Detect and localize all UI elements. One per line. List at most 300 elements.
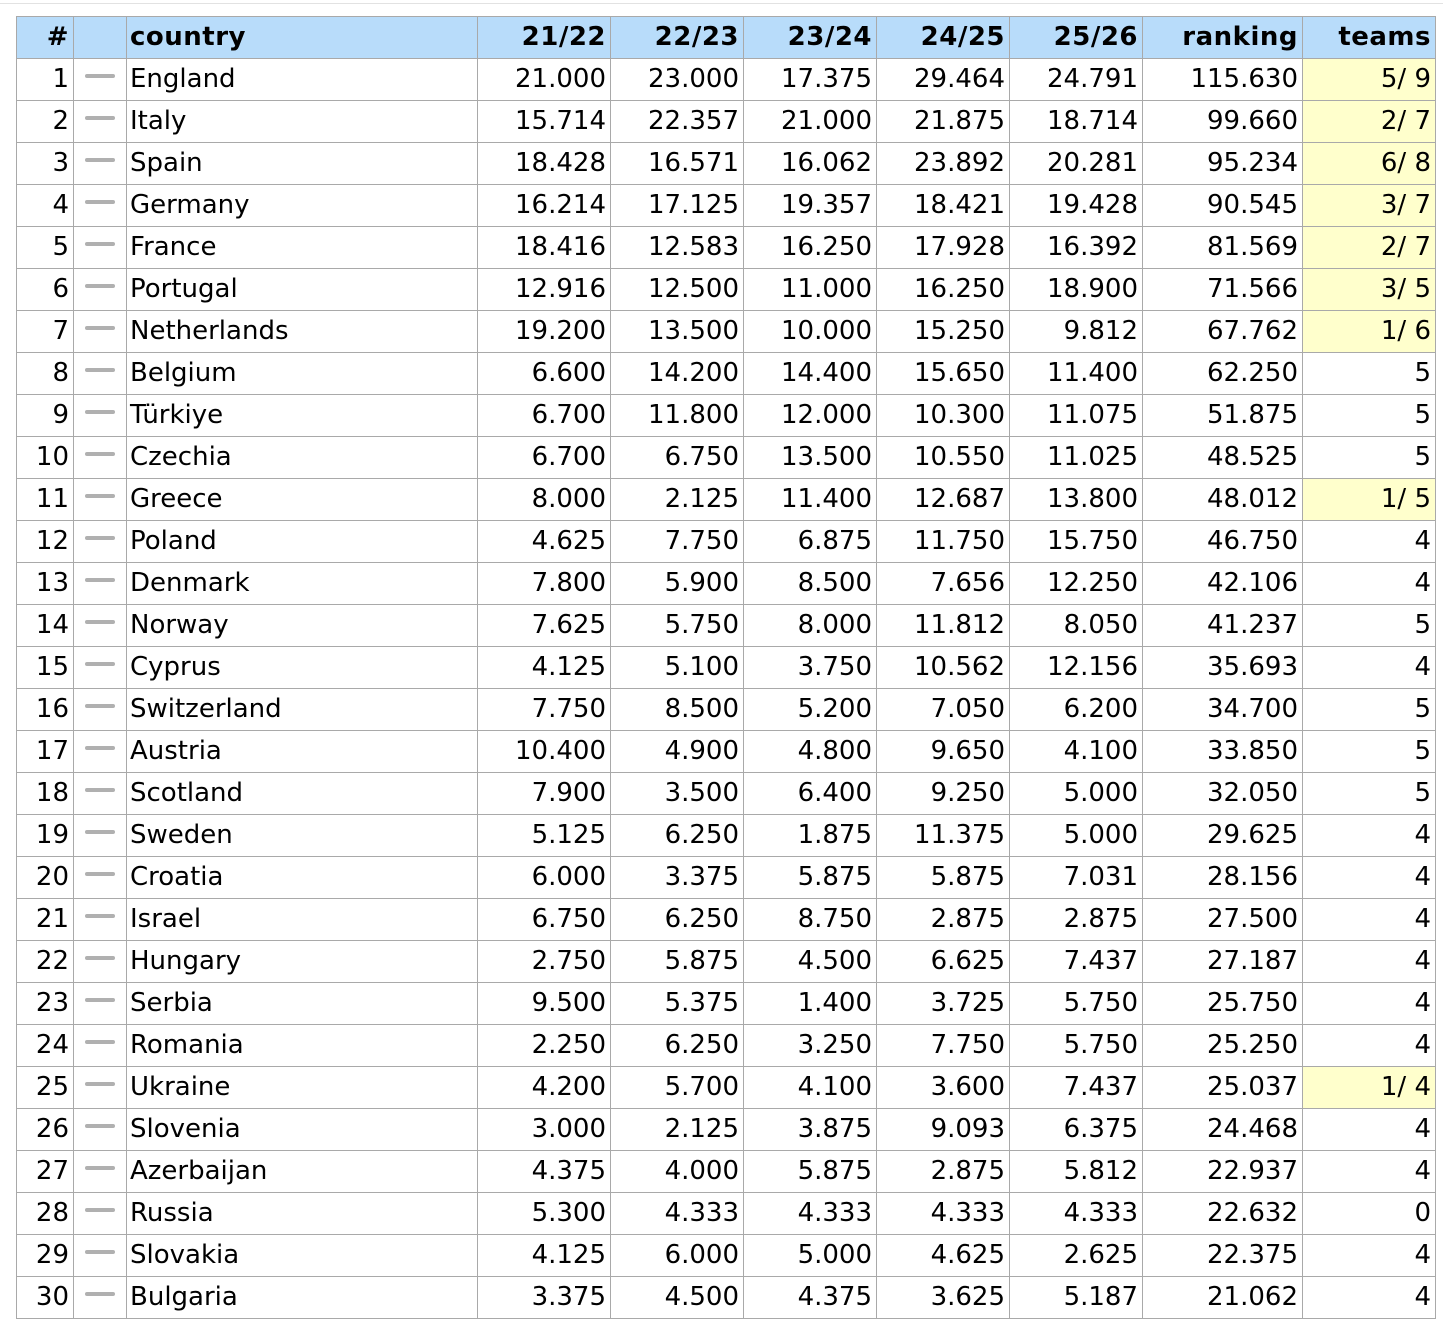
rank-cell: 4 xyxy=(17,185,74,227)
rank-cell: 1 xyxy=(17,59,74,101)
country-name: Hungary xyxy=(127,941,478,983)
season-2223-points: 5.875 xyxy=(611,941,744,983)
season-2324-points: 8.750 xyxy=(744,899,877,941)
country-name: Türkiye xyxy=(127,395,478,437)
season-2122-points: 3.375 xyxy=(478,1277,611,1319)
season-2223-points: 6.250 xyxy=(611,899,744,941)
season-2425-points: 11.375 xyxy=(877,815,1010,857)
country-name: Cyprus xyxy=(127,647,478,689)
table-row xyxy=(17,437,1436,479)
ranking-points: 115.630 xyxy=(1143,59,1303,101)
rank-cell: 7 xyxy=(17,311,74,353)
season-2122-points: 10.400 xyxy=(478,731,611,773)
country-name: Ukraine xyxy=(127,1067,478,1109)
table-row xyxy=(17,899,1436,941)
country-name: Spain xyxy=(127,143,478,185)
season-2526-points: 9.812 xyxy=(1010,311,1143,353)
season-2122-points: 9.500 xyxy=(478,983,611,1025)
season-2425-points: 9.250 xyxy=(877,773,1010,815)
season-2223-points: 5.900 xyxy=(611,563,744,605)
season-2122-points: 6.750 xyxy=(478,899,611,941)
season-2223-points: 4.900 xyxy=(611,731,744,773)
season-2324-points: 19.357 xyxy=(744,185,877,227)
season-2425-points: 16.250 xyxy=(877,269,1010,311)
trend-cell xyxy=(74,815,127,857)
season-2122-points: 18.416 xyxy=(478,227,611,269)
no-change-dash-icon xyxy=(85,914,115,918)
country-name: Slovakia xyxy=(127,1235,478,1277)
trend-cell xyxy=(74,353,127,395)
season-2122-points: 12.916 xyxy=(478,269,611,311)
season-2122-points: 5.125 xyxy=(478,815,611,857)
season-2223-points: 12.500 xyxy=(611,269,744,311)
season-2324-points: 3.875 xyxy=(744,1109,877,1151)
no-change-dash-icon xyxy=(85,578,115,582)
country-name: Serbia xyxy=(127,983,478,1025)
season-2223-points: 3.375 xyxy=(611,857,744,899)
col-header-season-2526[interactable]: 25/26 xyxy=(1010,17,1143,59)
season-2122-points: 4.375 xyxy=(478,1151,611,1193)
no-change-dash-icon xyxy=(85,494,115,498)
rank-cell: 14 xyxy=(17,605,74,647)
table-row xyxy=(17,269,1436,311)
country-ranking-table xyxy=(16,16,1436,1319)
rank-cell: 2 xyxy=(17,101,74,143)
no-change-dash-icon xyxy=(85,1166,115,1170)
teams-remaining: 4 xyxy=(1303,1277,1436,1319)
season-2324-points: 1.875 xyxy=(744,815,877,857)
season-2223-points: 13.500 xyxy=(611,311,744,353)
no-change-dash-icon xyxy=(85,452,115,456)
col-header-trend xyxy=(74,17,127,59)
season-2324-points: 5.875 xyxy=(744,1151,877,1193)
rank-cell: 19 xyxy=(17,815,74,857)
season-2324-points: 5.000 xyxy=(744,1235,877,1277)
trend-cell xyxy=(74,1025,127,1067)
table-row xyxy=(17,185,1436,227)
no-change-dash-icon xyxy=(85,788,115,792)
table-row xyxy=(17,353,1436,395)
trend-cell xyxy=(74,1235,127,1277)
season-2526-points: 6.375 xyxy=(1010,1109,1143,1151)
teams-remaining: 4 xyxy=(1303,563,1436,605)
teams-remaining: 4 xyxy=(1303,815,1436,857)
season-2526-points: 5.750 xyxy=(1010,1025,1143,1067)
trend-cell xyxy=(74,689,127,731)
trend-cell xyxy=(74,1193,127,1235)
season-2425-points: 9.093 xyxy=(877,1109,1010,1151)
teams-remaining: 4 xyxy=(1303,1235,1436,1277)
no-change-dash-icon xyxy=(85,326,115,330)
teams-remaining: 4 xyxy=(1303,983,1436,1025)
rank-cell: 5 xyxy=(17,227,74,269)
season-2122-points: 2.250 xyxy=(478,1025,611,1067)
season-2223-points: 5.750 xyxy=(611,605,744,647)
no-change-dash-icon xyxy=(85,242,115,246)
season-2425-points: 15.250 xyxy=(877,311,1010,353)
season-2526-points: 11.025 xyxy=(1010,437,1143,479)
season-2223-points: 23.000 xyxy=(611,59,744,101)
season-2526-points: 5.000 xyxy=(1010,773,1143,815)
ranking-points: 34.700 xyxy=(1143,689,1303,731)
table-row xyxy=(17,563,1436,605)
no-change-dash-icon xyxy=(85,1292,115,1296)
season-2122-points: 16.214 xyxy=(478,185,611,227)
teams-remaining: 5 xyxy=(1303,773,1436,815)
rank-cell: 30 xyxy=(17,1277,74,1319)
trend-cell xyxy=(74,101,127,143)
season-2324-points: 12.000 xyxy=(744,395,877,437)
ranking-points: 29.625 xyxy=(1143,815,1303,857)
teams-remaining: 3/ 7 xyxy=(1303,185,1436,227)
teams-remaining: 3/ 5 xyxy=(1303,269,1436,311)
rank-cell: 29 xyxy=(17,1235,74,1277)
ranking-points: 42.106 xyxy=(1143,563,1303,605)
ranking-points: 25.750 xyxy=(1143,983,1303,1025)
country-name: Austria xyxy=(127,731,478,773)
rank-cell: 3 xyxy=(17,143,74,185)
trend-cell xyxy=(74,479,127,521)
season-2324-points: 8.500 xyxy=(744,563,877,605)
teams-remaining: 4 xyxy=(1303,899,1436,941)
col-header-ranking[interactable]: ranking xyxy=(1143,17,1303,59)
table-row xyxy=(17,395,1436,437)
season-2526-points: 19.428 xyxy=(1010,185,1143,227)
season-2526-points: 5.000 xyxy=(1010,815,1143,857)
season-2425-points: 17.928 xyxy=(877,227,1010,269)
ranking-points: 35.693 xyxy=(1143,647,1303,689)
ranking-points: 46.750 xyxy=(1143,521,1303,563)
rank-cell: 23 xyxy=(17,983,74,1025)
season-2526-points: 11.075 xyxy=(1010,395,1143,437)
country-name: Norway xyxy=(127,605,478,647)
trend-cell xyxy=(74,1109,127,1151)
season-2425-points: 2.875 xyxy=(877,899,1010,941)
no-change-dash-icon xyxy=(85,410,115,414)
trend-cell xyxy=(74,899,127,941)
season-2324-points: 4.800 xyxy=(744,731,877,773)
ranking-points: 27.187 xyxy=(1143,941,1303,983)
ranking-points: 22.632 xyxy=(1143,1193,1303,1235)
season-2223-points: 14.200 xyxy=(611,353,744,395)
trend-cell xyxy=(74,143,127,185)
table-row xyxy=(17,815,1436,857)
season-2324-points: 5.200 xyxy=(744,689,877,731)
no-change-dash-icon xyxy=(85,956,115,960)
season-2425-points: 10.562 xyxy=(877,647,1010,689)
rank-cell: 11 xyxy=(17,479,74,521)
season-2425-points: 4.333 xyxy=(877,1193,1010,1235)
table-row xyxy=(17,311,1436,353)
ranking-points: 21.062 xyxy=(1143,1277,1303,1319)
season-2122-points: 3.000 xyxy=(478,1109,611,1151)
ranking-points: 90.545 xyxy=(1143,185,1303,227)
trend-cell xyxy=(74,395,127,437)
season-2526-points: 11.400 xyxy=(1010,353,1143,395)
no-change-dash-icon xyxy=(85,662,115,666)
col-header-rank[interactable]: # xyxy=(17,17,74,59)
ranking-points: 51.875 xyxy=(1143,395,1303,437)
season-2324-points: 3.250 xyxy=(744,1025,877,1067)
trend-cell xyxy=(74,605,127,647)
trend-cell xyxy=(74,59,127,101)
season-2526-points: 15.750 xyxy=(1010,521,1143,563)
season-2324-points: 4.333 xyxy=(744,1193,877,1235)
season-2324-points: 6.875 xyxy=(744,521,877,563)
season-2122-points: 18.428 xyxy=(478,143,611,185)
season-2526-points: 4.333 xyxy=(1010,1193,1143,1235)
country-name: Portugal xyxy=(127,269,478,311)
ranking-points: 25.250 xyxy=(1143,1025,1303,1067)
ranking-points: 62.250 xyxy=(1143,353,1303,395)
season-2324-points: 11.400 xyxy=(744,479,877,521)
trend-cell xyxy=(74,1151,127,1193)
season-2223-points: 5.100 xyxy=(611,647,744,689)
season-2324-points: 4.375 xyxy=(744,1277,877,1319)
season-2223-points: 8.500 xyxy=(611,689,744,731)
teams-remaining: 5 xyxy=(1303,395,1436,437)
country-name: Czechia xyxy=(127,437,478,479)
season-2425-points: 11.750 xyxy=(877,521,1010,563)
table-body xyxy=(17,59,1436,1319)
no-change-dash-icon xyxy=(85,746,115,750)
season-2324-points: 14.400 xyxy=(744,353,877,395)
season-2122-points: 8.000 xyxy=(478,479,611,521)
rank-cell: 8 xyxy=(17,353,74,395)
season-2223-points: 17.125 xyxy=(611,185,744,227)
season-2526-points: 7.437 xyxy=(1010,941,1143,983)
country-name: France xyxy=(127,227,478,269)
season-2122-points: 5.300 xyxy=(478,1193,611,1235)
rank-cell: 21 xyxy=(17,899,74,941)
top-divider xyxy=(0,3,1443,4)
season-2122-points: 15.714 xyxy=(478,101,611,143)
teams-remaining: 6/ 8 xyxy=(1303,143,1436,185)
teams-remaining: 5 xyxy=(1303,353,1436,395)
season-2526-points: 13.800 xyxy=(1010,479,1143,521)
season-2425-points: 6.625 xyxy=(877,941,1010,983)
season-2425-points: 23.892 xyxy=(877,143,1010,185)
season-2324-points: 16.062 xyxy=(744,143,877,185)
country-name: Azerbaijan xyxy=(127,1151,478,1193)
col-header-season-2425[interactable]: 24/25 xyxy=(877,17,1010,59)
country-name: Romania xyxy=(127,1025,478,1067)
season-2526-points: 7.437 xyxy=(1010,1067,1143,1109)
trend-cell xyxy=(74,311,127,353)
season-2122-points: 7.900 xyxy=(478,773,611,815)
season-2526-points: 18.714 xyxy=(1010,101,1143,143)
no-change-dash-icon xyxy=(85,536,115,540)
ranking-points: 22.375 xyxy=(1143,1235,1303,1277)
teams-remaining: 2/ 7 xyxy=(1303,101,1436,143)
no-change-dash-icon xyxy=(85,1040,115,1044)
season-2223-points: 3.500 xyxy=(611,773,744,815)
teams-remaining: 1/ 5 xyxy=(1303,479,1436,521)
season-2526-points: 5.812 xyxy=(1010,1151,1143,1193)
season-2425-points: 29.464 xyxy=(877,59,1010,101)
col-header-country[interactable]: country xyxy=(127,17,478,59)
table-row xyxy=(17,1109,1436,1151)
col-header-season-2324[interactable]: 23/24 xyxy=(744,17,877,59)
teams-remaining: 0 xyxy=(1303,1193,1436,1235)
teams-remaining: 4 xyxy=(1303,1151,1436,1193)
teams-remaining: 5 xyxy=(1303,689,1436,731)
table-row xyxy=(17,647,1436,689)
season-2223-points: 6.250 xyxy=(611,815,744,857)
rank-cell: 28 xyxy=(17,1193,74,1235)
country-name: Belgium xyxy=(127,353,478,395)
season-2324-points: 13.500 xyxy=(744,437,877,479)
season-2425-points: 9.650 xyxy=(877,731,1010,773)
season-2223-points: 5.700 xyxy=(611,1067,744,1109)
ranking-points: 24.468 xyxy=(1143,1109,1303,1151)
season-2223-points: 22.357 xyxy=(611,101,744,143)
country-name: Bulgaria xyxy=(127,1277,478,1319)
no-change-dash-icon xyxy=(85,620,115,624)
teams-remaining: 1/ 4 xyxy=(1303,1067,1436,1109)
trend-cell xyxy=(74,227,127,269)
season-2526-points: 4.100 xyxy=(1010,731,1143,773)
season-2425-points: 11.812 xyxy=(877,605,1010,647)
teams-remaining: 2/ 7 xyxy=(1303,227,1436,269)
no-change-dash-icon xyxy=(85,1208,115,1212)
country-name: Israel xyxy=(127,899,478,941)
ranking-points: 33.850 xyxy=(1143,731,1303,773)
season-2122-points: 4.200 xyxy=(478,1067,611,1109)
season-2425-points: 3.600 xyxy=(877,1067,1010,1109)
country-name: England xyxy=(127,59,478,101)
table-row xyxy=(17,983,1436,1025)
season-2223-points: 2.125 xyxy=(611,479,744,521)
season-2122-points: 7.750 xyxy=(478,689,611,731)
table-row xyxy=(17,1067,1436,1109)
table-row xyxy=(17,1151,1436,1193)
trend-cell xyxy=(74,437,127,479)
no-change-dash-icon xyxy=(85,284,115,288)
season-2223-points: 5.375 xyxy=(611,983,744,1025)
rank-cell: 26 xyxy=(17,1109,74,1151)
no-change-dash-icon xyxy=(85,830,115,834)
table-row xyxy=(17,857,1436,899)
no-change-dash-icon xyxy=(85,158,115,162)
season-2425-points: 15.650 xyxy=(877,353,1010,395)
season-2223-points: 12.583 xyxy=(611,227,744,269)
country-name: Switzerland xyxy=(127,689,478,731)
rank-cell: 12 xyxy=(17,521,74,563)
country-name: Slovenia xyxy=(127,1109,478,1151)
col-header-season-2122[interactable]: 21/22 xyxy=(478,17,611,59)
season-2122-points: 4.125 xyxy=(478,647,611,689)
trend-cell xyxy=(74,269,127,311)
trend-cell xyxy=(74,857,127,899)
ranking-points: 41.237 xyxy=(1143,605,1303,647)
ranking-points: 99.660 xyxy=(1143,101,1303,143)
season-2324-points: 16.250 xyxy=(744,227,877,269)
trend-cell xyxy=(74,731,127,773)
season-2324-points: 4.500 xyxy=(744,941,877,983)
teams-remaining: 5 xyxy=(1303,605,1436,647)
col-header-teams[interactable]: teams xyxy=(1303,17,1436,59)
teams-remaining: 4 xyxy=(1303,1025,1436,1067)
season-2324-points: 21.000 xyxy=(744,101,877,143)
season-2425-points: 7.656 xyxy=(877,563,1010,605)
no-change-dash-icon xyxy=(85,1250,115,1254)
season-2324-points: 5.875 xyxy=(744,857,877,899)
teams-remaining: 5/ 9 xyxy=(1303,59,1436,101)
season-2122-points: 7.800 xyxy=(478,563,611,605)
season-2425-points: 5.875 xyxy=(877,857,1010,899)
teams-remaining: 1/ 6 xyxy=(1303,311,1436,353)
season-2526-points: 7.031 xyxy=(1010,857,1143,899)
season-2122-points: 4.625 xyxy=(478,521,611,563)
teams-remaining: 4 xyxy=(1303,647,1436,689)
rank-cell: 16 xyxy=(17,689,74,731)
season-2526-points: 20.281 xyxy=(1010,143,1143,185)
country-name: Denmark xyxy=(127,563,478,605)
rank-cell: 24 xyxy=(17,1025,74,1067)
rank-cell: 27 xyxy=(17,1151,74,1193)
season-2324-points: 6.400 xyxy=(744,773,877,815)
season-2526-points: 16.392 xyxy=(1010,227,1143,269)
rank-cell: 15 xyxy=(17,647,74,689)
season-2425-points: 18.421 xyxy=(877,185,1010,227)
season-2425-points: 2.875 xyxy=(877,1151,1010,1193)
ranking-points: 81.569 xyxy=(1143,227,1303,269)
season-2122-points: 6.600 xyxy=(478,353,611,395)
trend-cell xyxy=(74,563,127,605)
table-row xyxy=(17,479,1436,521)
no-change-dash-icon xyxy=(85,1124,115,1128)
season-2324-points: 11.000 xyxy=(744,269,877,311)
table-row xyxy=(17,605,1436,647)
ranking-points: 27.500 xyxy=(1143,899,1303,941)
table-row xyxy=(17,1235,1436,1277)
season-2324-points: 17.375 xyxy=(744,59,877,101)
ranking-points: 25.037 xyxy=(1143,1067,1303,1109)
rank-cell: 6 xyxy=(17,269,74,311)
season-2526-points: 12.156 xyxy=(1010,647,1143,689)
no-change-dash-icon xyxy=(85,704,115,708)
table-row xyxy=(17,1025,1436,1067)
season-2324-points: 4.100 xyxy=(744,1067,877,1109)
country-name: Scotland xyxy=(127,773,478,815)
no-change-dash-icon xyxy=(85,200,115,204)
rank-cell: 20 xyxy=(17,857,74,899)
country-name: Poland xyxy=(127,521,478,563)
teams-remaining: 5 xyxy=(1303,437,1436,479)
season-2122-points: 2.750 xyxy=(478,941,611,983)
season-2526-points: 12.250 xyxy=(1010,563,1143,605)
season-2223-points: 6.250 xyxy=(611,1025,744,1067)
season-2223-points: 4.333 xyxy=(611,1193,744,1235)
season-2425-points: 7.050 xyxy=(877,689,1010,731)
no-change-dash-icon xyxy=(85,116,115,120)
table-row xyxy=(17,1193,1436,1235)
rank-cell: 13 xyxy=(17,563,74,605)
trend-cell xyxy=(74,185,127,227)
season-2526-points: 18.900 xyxy=(1010,269,1143,311)
country-name: Sweden xyxy=(127,815,478,857)
no-change-dash-icon xyxy=(85,872,115,876)
season-2526-points: 6.200 xyxy=(1010,689,1143,731)
rank-cell: 17 xyxy=(17,731,74,773)
no-change-dash-icon xyxy=(85,998,115,1002)
rank-cell: 9 xyxy=(17,395,74,437)
country-name: Croatia xyxy=(127,857,478,899)
season-2223-points: 6.750 xyxy=(611,437,744,479)
no-change-dash-icon xyxy=(85,1082,115,1086)
col-header-season-2223[interactable]: 22/23 xyxy=(611,17,744,59)
